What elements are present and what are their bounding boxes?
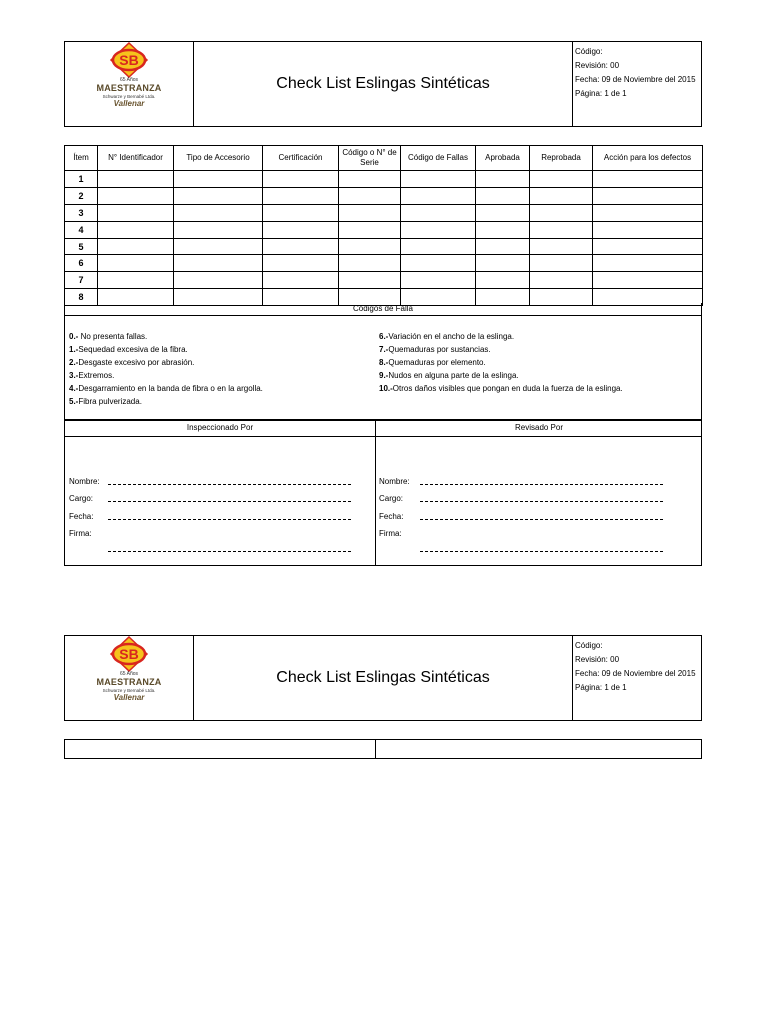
fault-code-item: 6.-Variación en el ancho de la eslinga. [379,332,515,341]
item-number: 8 [65,289,98,306]
company-logo [65,42,194,126]
cell[interactable] [98,238,174,255]
table-row [65,171,703,188]
logo-years: 65 Años [119,77,139,83]
cell[interactable] [263,171,339,188]
cell[interactable] [98,221,174,238]
cell[interactable] [98,272,174,289]
meta-codigo: Código: [575,47,603,56]
column-header: Reprobada [530,146,593,171]
cell[interactable] [174,187,263,204]
column-header: Certificación [263,146,339,171]
inspector-date-label: Fecha: [69,512,94,521]
fault-code-item: 9.-Nudos en alguna parte de la eslinga. [379,371,519,380]
reviewer-signature-label: Firma: [379,529,402,538]
cell[interactable] [530,255,593,272]
cell[interactable] [263,204,339,221]
reviewer-signature-field[interactable] [420,551,663,552]
fault-codes-left [69,330,263,408]
cell[interactable] [476,171,530,188]
svg-text:SB: SB [119,52,139,68]
cell[interactable] [401,255,476,272]
inspector-date-field[interactable] [108,519,351,520]
cell[interactable] [174,272,263,289]
document-header [64,41,702,127]
sb-logo-icon [89,636,169,672]
table-row [65,187,703,204]
column-header: Código o N° de Serie [339,146,401,171]
column-header: Código de Fallas [401,146,476,171]
column-header: N° Identificador [98,146,174,171]
cell[interactable] [174,255,263,272]
meta-pagina: Página: 1 de 1 [575,89,627,98]
cell[interactable] [174,204,263,221]
cell[interactable] [401,221,476,238]
document-meta [573,42,701,126]
item-number: 5 [65,238,98,255]
column-header: Acción para los defectos [593,146,703,171]
cell[interactable] [476,255,530,272]
divider [375,421,376,566]
divider [65,436,702,437]
cell[interactable] [476,187,530,204]
cell[interactable] [593,238,703,255]
cell[interactable] [401,238,476,255]
company-logo [65,636,194,720]
logo-name: MAESTRANZA [96,83,162,93]
cell[interactable] [593,272,703,289]
reviewer-name-label: Nombre: [379,477,410,486]
inspector-role-field[interactable] [108,501,351,502]
document-title: Check List Eslingas Sintéticas [194,636,573,720]
cell[interactable] [263,238,339,255]
checklist-table [64,145,703,306]
cell[interactable] [174,171,263,188]
cell[interactable] [339,238,401,255]
cell[interactable] [593,221,703,238]
cell[interactable] [401,204,476,221]
fault-code-item: 8.-Quemaduras por elemento. [379,358,486,367]
cell[interactable] [339,171,401,188]
table-row [65,272,703,289]
document-title: Check List Eslingas Sintéticas [194,42,573,126]
inspector-name-field[interactable] [108,484,351,485]
inspector-name-label: Nombre: [69,477,100,486]
logo-subtitle: Schwarze y Bernabé Ltda. [102,688,156,693]
cell[interactable] [263,255,339,272]
logo-name: MAESTRANZA [96,677,162,687]
fault-code-item: 5.-Fibra pulverizada. [69,397,142,406]
cell[interactable] [476,238,530,255]
table-header-row [65,146,703,171]
meta-pagina: Página: 1 de 1 [575,683,627,692]
cell[interactable] [476,204,530,221]
cell[interactable] [339,255,401,272]
cell[interactable] [530,171,593,188]
fault-code-item: 7.-Quemaduras por sustancias. [379,345,491,354]
cell[interactable] [401,187,476,204]
table-row [65,238,703,255]
cell[interactable] [401,272,476,289]
cell[interactable] [174,238,263,255]
fault-code-item: 10.-Otros daños visibles que pongan en duda la fuerza de la eslinga. [379,384,623,393]
logo-city: Vallenar [113,99,145,108]
meta-fecha: Fecha: 09 de Noviembre del 2015 [575,669,696,678]
cell[interactable] [530,187,593,204]
cell[interactable] [339,272,401,289]
inspected-by-heading: Inspeccionado Por [186,423,254,432]
logo-years: 65 Años [119,671,139,677]
cell[interactable] [339,221,401,238]
inspector-role-label: Cargo: [69,494,94,503]
item-number: 7 [65,272,98,289]
item-number: 6 [65,255,98,272]
cell[interactable] [593,171,703,188]
cell[interactable] [98,255,174,272]
inspector-signature-label: Firma: [69,529,92,538]
cell[interactable] [530,204,593,221]
fault-code-item: 4.-Desgarramiento en la banda de fibra o en la argolla. [69,384,263,393]
cell[interactable] [593,204,703,221]
cell[interactable] [401,171,476,188]
reviewer-name-field[interactable] [420,484,663,485]
meta-revision: Revisión: 00 [575,61,620,70]
cell[interactable] [263,221,339,238]
reviewer-role-label: Cargo: [379,494,404,503]
fault-code-item: 2.-Desgaste excesivo por abrasión. [69,358,195,367]
cell[interactable] [263,187,339,204]
logo-city: Vallenar [113,693,145,702]
sb-logo-icon [89,42,169,78]
cell[interactable] [530,238,593,255]
meta-revision: Revisión: 00 [575,655,620,664]
signature-section [64,420,702,566]
cell[interactable] [476,272,530,289]
table-row [65,255,703,272]
column-header: Tipo de Accesorio [174,146,263,171]
document-header [64,635,702,721]
svg-text:SB: SB [119,646,139,662]
divider [375,740,376,758]
item-number: 4 [65,221,98,238]
cell[interactable] [593,255,703,272]
cell[interactable] [98,187,174,204]
cell[interactable] [476,221,530,238]
reviewer-date-label: Fecha: [379,512,404,521]
cell[interactable] [98,204,174,221]
item-number: 2 [65,187,98,204]
inspector-signature-field[interactable] [108,551,351,552]
reviewer-role-field[interactable] [420,501,663,502]
cell[interactable] [593,187,703,204]
fault-codes-title: Códigos de Falla [64,303,702,316]
cell[interactable] [530,221,593,238]
fault-code-item: 1.-Sequedad excesiva de la fibra. [69,345,188,354]
fault-code-item: 3.-Extremos. [69,371,115,380]
cell[interactable] [98,171,174,188]
item-number: 1 [65,171,98,188]
fault-codes-box [64,316,702,420]
blank-table-row [64,739,702,759]
meta-fecha: Fecha: 09 de Noviembre del 2015 [575,75,696,84]
cell[interactable] [174,221,263,238]
fault-codes-right [379,330,623,395]
reviewed-by-heading: Revisado Por [514,423,564,432]
item-number: 3 [65,204,98,221]
column-header: Ítem [65,146,98,171]
fault-code-item: 0.- No presenta fallas. [69,332,148,341]
reviewer-date-field[interactable] [420,519,663,520]
cell[interactable] [339,187,401,204]
document-meta [573,636,701,720]
cell[interactable] [263,272,339,289]
logo-subtitle: Schwarze y Bernabé Ltda. [102,94,156,99]
meta-codigo: Código: [575,641,603,650]
cell[interactable] [339,204,401,221]
column-header: Aprobada [476,146,530,171]
cell[interactable] [530,272,593,289]
table-row [65,204,703,221]
table-row [65,221,703,238]
